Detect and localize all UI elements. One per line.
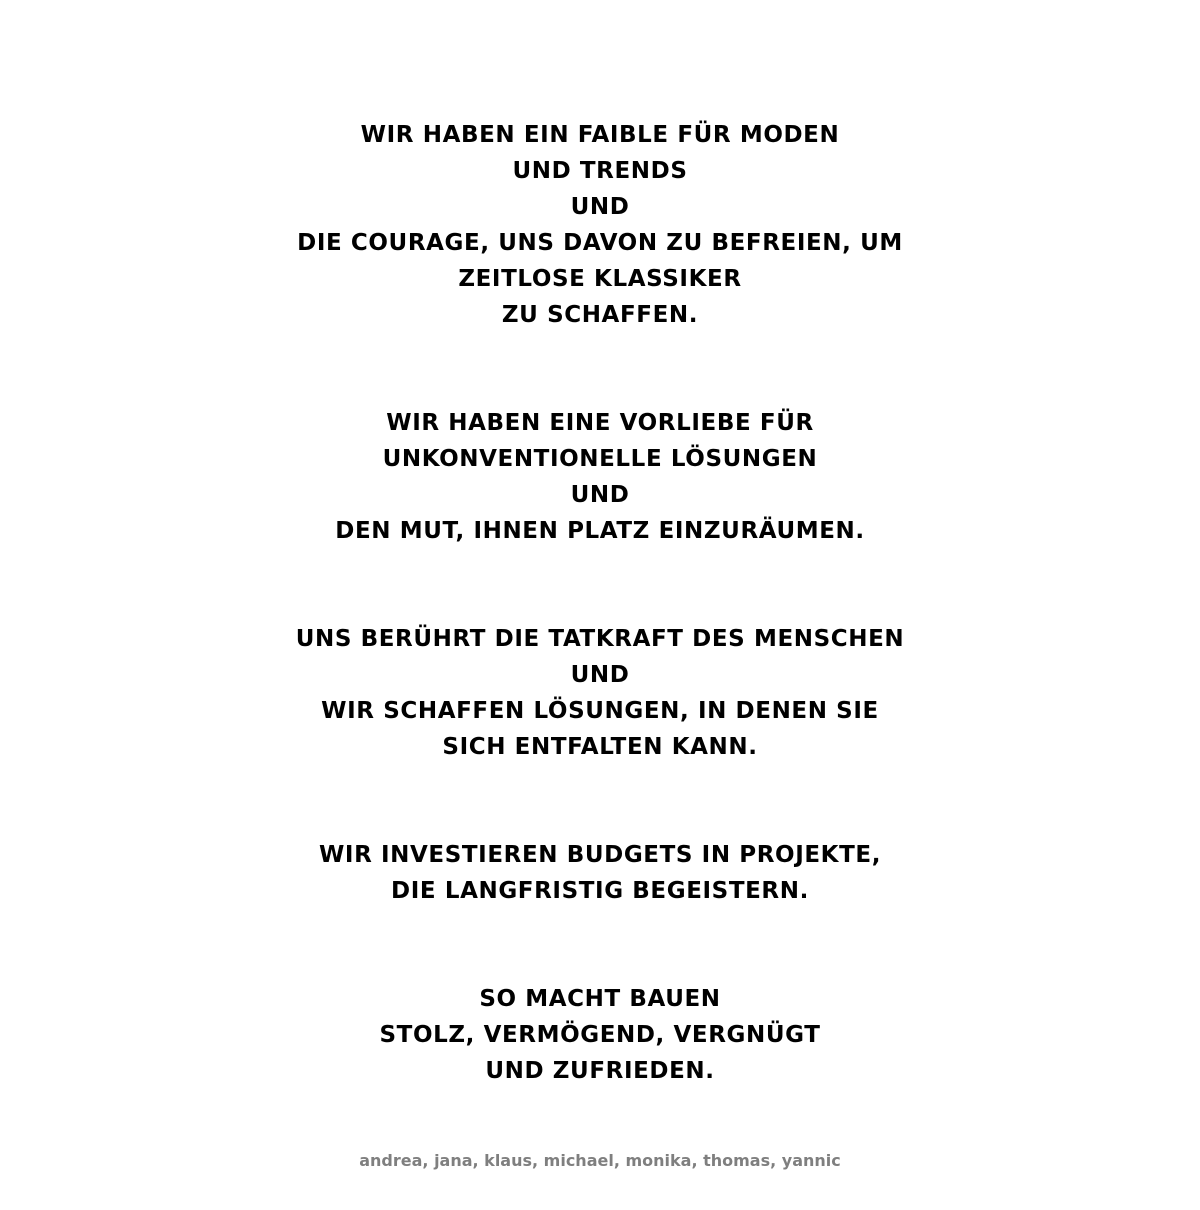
stanza-line: DIE COURAGE, UNS DAVON ZU BEFREIEN, UM	[297, 230, 903, 256]
stanza-line: UND ZUFRIEDEN.	[485, 1058, 715, 1084]
stanza-line: STOLZ, VERMÖGEND, VERGNÜGT	[379, 1022, 821, 1048]
stanza-line: UNKONVENTIONELLE LÖSUNGEN	[382, 446, 818, 472]
stanza-bauen	[0, 981, 1200, 1089]
stanza-line: WIR SCHAFFEN LÖSUNGEN, IN DENEN SIE	[321, 698, 879, 724]
stanza-line: DEN MUT, IHNEN PLATZ EINZURÄUMEN.	[335, 518, 865, 544]
stanza-vorliebe	[0, 405, 1200, 549]
team-signature: andrea, jana, klaus, michael, monika, thomas, yannic	[359, 1151, 841, 1170]
stanza-line: UND	[570, 482, 630, 508]
stanza-line: UNS BERÜHRT DIE TATKRAFT DES MENSCHEN	[295, 626, 905, 652]
stanza-line: WIR INVESTIEREN BUDGETS IN PROJEKTE,	[318, 842, 882, 868]
stanza-line: SO MACHT BAUEN	[479, 986, 721, 1012]
stanza-line: UND	[570, 662, 630, 688]
stanza-line: SICH ENTFALTEN KANN.	[442, 734, 758, 760]
stanza-moden-trends	[0, 117, 1200, 333]
stanza-tatkraft	[0, 621, 1200, 765]
stanza-line: ZEITLOSE KLASSIKER	[458, 266, 742, 292]
stanza-line: WIR HABEN EINE VORLIEBE FÜR	[386, 410, 814, 436]
stanza-line: UND	[570, 194, 630, 220]
stanza-line: ZU SCHAFFEN.	[501, 302, 699, 328]
stanza-budgets	[0, 837, 1200, 909]
stanza-line: UND TRENDS	[512, 158, 688, 184]
stanza-line: WIR HABEN EIN FAIBLE FÜR MODEN	[360, 122, 840, 148]
stanza-line: DIE LANGFRISTIG BEGEISTERN.	[391, 878, 809, 904]
